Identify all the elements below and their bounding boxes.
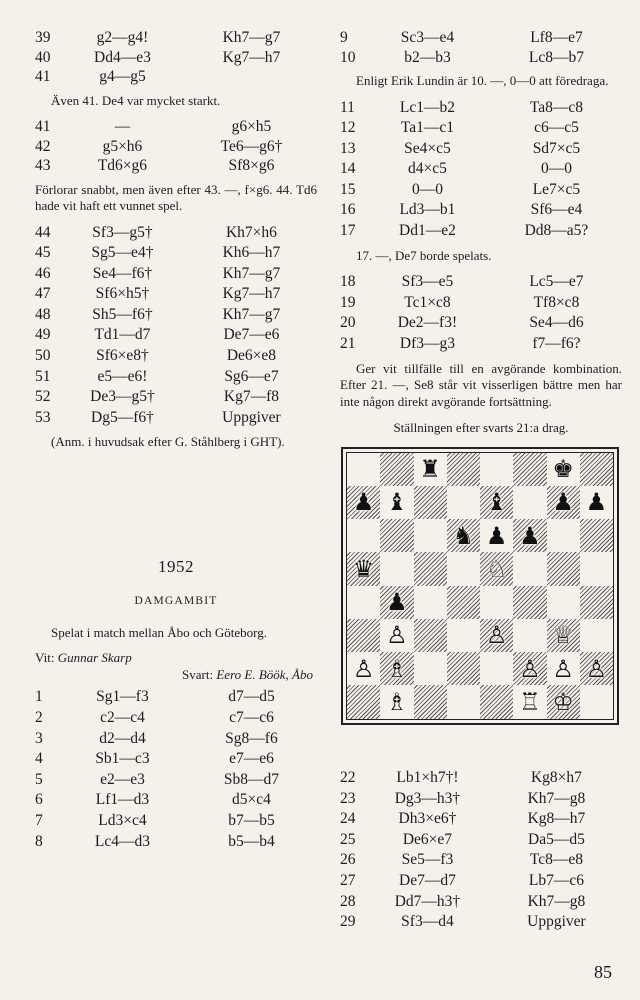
chess-piece-icon: ♛: [352, 554, 375, 583]
white-move: b2—b3: [404, 48, 451, 66]
black-move: De7—e6: [223, 326, 280, 344]
white-move: Df3—g3: [399, 334, 455, 352]
black-move: Da5—d5: [528, 830, 585, 848]
white-label: Vit:: [35, 650, 55, 666]
white-move: g5×h6: [102, 137, 143, 155]
square-g1: [547, 685, 580, 718]
square-h4: [580, 586, 613, 619]
move-number: 12: [340, 119, 356, 137]
move-number: 17: [340, 222, 356, 240]
move-number: 25: [340, 830, 356, 848]
black-move: c7—c6: [229, 709, 274, 727]
white-move: Se4—f6†: [92, 264, 153, 282]
white-move: De3—g5†: [90, 388, 155, 406]
opening-title: DAMGAMBIT: [134, 594, 218, 607]
black-move: Lb7—c6: [528, 871, 584, 889]
move-row: [340, 48, 622, 68]
square-e6: [480, 519, 513, 552]
white-move: Ld3×c4: [98, 812, 147, 829]
move-number: 42: [35, 137, 51, 155]
black-move: Kh7—g8: [527, 892, 586, 910]
square-b1: [380, 685, 413, 718]
white-move: Se4×c5: [404, 139, 451, 157]
move-number: 6: [35, 791, 43, 809]
move-row: [340, 334, 622, 355]
move-number: 53: [35, 408, 51, 426]
square-h3: [580, 619, 613, 652]
move-row: [35, 811, 317, 832]
move-number: 46: [35, 264, 51, 282]
black-move: Kh7—g8: [527, 789, 586, 807]
black-move: De6×e8: [226, 347, 277, 365]
square-a4: [347, 586, 380, 619]
square-b3: [380, 619, 413, 652]
chess-piece-icon: ♝: [485, 488, 508, 517]
move-number: 51: [35, 367, 51, 385]
move-row: [340, 313, 622, 334]
move-row: [35, 48, 317, 68]
move-row: [340, 28, 622, 48]
move-number: 24: [340, 810, 356, 828]
chess-piece-icon: ♙: [485, 621, 508, 650]
square-c4: [414, 586, 447, 619]
move-row: [340, 118, 622, 139]
chess-piece-icon: ♙: [552, 654, 574, 683]
black-player: Eero E. Böök, Åbo: [216, 667, 313, 683]
black-move: Uppgiver: [527, 913, 586, 931]
square-g3: [547, 619, 580, 652]
white-move: Lc4—d3: [94, 832, 150, 850]
move-row: [35, 137, 317, 157]
moves-39-41: [35, 28, 317, 87]
move-number: 23: [340, 789, 356, 807]
moves-9-10: [340, 28, 622, 67]
move-row: [35, 729, 317, 750]
chess-piece-icon: ♟: [386, 588, 408, 617]
white-move: Sh5—f6†: [92, 305, 153, 323]
move-number: 26: [340, 851, 356, 869]
match-note: Spelat i match mellan Åbo och Göteborg.: [51, 624, 268, 640]
black-move: Lf8—e7: [530, 29, 583, 46]
moves-22-29: [340, 768, 622, 933]
square-e7: [480, 486, 513, 519]
move-row: [35, 387, 317, 408]
square-h7: [580, 486, 613, 519]
move-number: 45: [35, 244, 51, 262]
move-number: 19: [340, 293, 356, 311]
move-number: 3: [35, 729, 43, 747]
white-move: Ld3—b1: [399, 201, 456, 219]
square-c3: [414, 619, 447, 652]
square-f1: [513, 685, 546, 718]
black-move: Kg7—h7: [222, 285, 281, 303]
move-number: 4: [35, 750, 43, 768]
chess-piece-icon: ♙: [585, 654, 608, 683]
move-row: [340, 272, 622, 293]
move-number: 43: [35, 157, 51, 174]
annotation-21: Ger vit tillfälle till en avgörande kombination. Efter 21. —, Se8 står vit visserligen bättre men har inte någon direkt avgörande fortsättning.: [340, 360, 622, 409]
annotation-source: (Anm. i huvudsak efter G. Ståhlberg i GHT).: [51, 434, 285, 450]
move-number: 47: [35, 285, 51, 303]
chess-piece-icon: ♙: [352, 654, 375, 683]
chess-diagram: [341, 447, 619, 725]
black-move: Kh7×h6: [225, 223, 277, 241]
square-e3: [480, 619, 513, 652]
move-row: [340, 139, 622, 160]
move-row: [35, 305, 317, 326]
moves-44-53: [35, 223, 317, 429]
square-f8: [513, 453, 546, 486]
move-number: 13: [340, 139, 356, 157]
move-row: [35, 264, 317, 285]
white-move: Dg3—h3†: [394, 789, 461, 807]
chess-piece-icon: ♜: [419, 455, 441, 484]
white-move: Dd1—e2: [399, 222, 456, 240]
move-row: [340, 200, 622, 221]
white-move: Tc1×c8: [404, 293, 451, 311]
move-row: [35, 67, 317, 87]
move-number: 28: [340, 892, 356, 910]
square-g2: [547, 652, 580, 685]
move-row: [340, 159, 622, 180]
diagram-caption: Ställningen efter svarts 21:a drag.: [393, 420, 569, 436]
square-e1: [480, 685, 513, 718]
move-row: [340, 293, 622, 314]
move-number: 5: [35, 770, 43, 788]
move-number: 21: [340, 334, 356, 352]
move-number: 40: [35, 48, 51, 66]
square-b2: [380, 652, 413, 685]
square-e8: [480, 453, 513, 486]
white-move: Dd4—e3: [94, 48, 151, 66]
move-number: 41: [35, 118, 51, 135]
black-move: d7—d5: [228, 688, 275, 706]
move-number: 20: [340, 314, 356, 332]
white-move: d2—d4: [99, 729, 146, 747]
move-row: [340, 892, 622, 913]
move-row: [340, 768, 622, 789]
white-move: c2—c4: [100, 709, 145, 727]
square-h5: [580, 552, 613, 585]
square-g8: [547, 453, 580, 486]
black-move: Sf8×g6: [228, 157, 275, 174]
annotation-41: Även 41. De4 var mycket starkt.: [51, 92, 221, 108]
square-g7: [547, 486, 580, 519]
right-column: [340, 28, 622, 729]
square-d6: [447, 519, 480, 552]
black-move: d5×c4: [232, 791, 271, 809]
move-number: 9: [340, 29, 348, 46]
square-h8: [580, 453, 613, 486]
white-move: e5—e6!: [97, 367, 148, 385]
move-number: 15: [340, 180, 356, 198]
black-move: Kh7—g7: [222, 264, 281, 282]
black-move: Lc5—e7: [529, 273, 584, 291]
black-move: Kh6—h7: [222, 244, 281, 262]
square-g6: [547, 519, 580, 552]
move-row: [35, 749, 317, 770]
square-f3: [513, 619, 546, 652]
square-h1: [580, 685, 613, 718]
annotation-17: 17. —, De7 borde spelats.: [356, 247, 492, 263]
chess-board: [346, 452, 614, 720]
square-e5: [480, 552, 513, 585]
square-h6: [580, 519, 613, 552]
move-number: 52: [35, 388, 51, 406]
players-info: [35, 649, 317, 683]
black-label: Svart:: [182, 667, 214, 683]
chess-piece-icon: ♟: [519, 521, 541, 550]
black-move: Sd7×c5: [532, 139, 581, 157]
move-row: [35, 284, 317, 305]
white-player-line: [35, 649, 317, 666]
move-number: 10: [340, 48, 356, 66]
move-number: 27: [340, 871, 356, 889]
white-move: Sf3—e5: [401, 273, 454, 291]
white-move: Dg5—f6†: [91, 408, 154, 426]
move-number: 49: [35, 326, 51, 344]
black-move: Sf6—e4: [530, 201, 583, 219]
square-g4: [547, 586, 580, 619]
black-move: Kg8—h7: [527, 810, 586, 828]
move-row: [35, 223, 317, 244]
chess-piece-icon: ♙: [386, 621, 408, 650]
black-move: Kh7—g7: [222, 305, 281, 323]
black-move: Sb8—d7: [223, 770, 279, 788]
chess-piece-icon: ♟: [552, 488, 574, 517]
black-move: [186, 67, 317, 87]
move-number: 41: [35, 68, 51, 85]
move-row: [340, 221, 622, 242]
black-move: Sg6—e7: [224, 367, 279, 385]
square-a2: [347, 652, 380, 685]
move-number: 7: [35, 812, 43, 829]
black-move: Kg7—h7: [222, 48, 281, 66]
black-move: Sg8—f6: [225, 729, 278, 747]
move-row: [35, 346, 317, 367]
white-move: Lc1—b2: [399, 98, 455, 116]
black-move: b7—b5: [228, 812, 275, 829]
square-d4: [447, 586, 480, 619]
square-c2: [414, 652, 447, 685]
moves-1-8: [35, 687, 317, 852]
square-g5: [547, 552, 580, 585]
white-move: Sf3—d4: [401, 913, 454, 931]
white-player: Gunnar Skarp: [57, 650, 132, 666]
white-move: Ta1—c1: [400, 119, 455, 137]
square-f4: [513, 586, 546, 619]
black-move: g6×h5: [231, 118, 272, 135]
white-move: Sf3—g5†: [92, 223, 153, 241]
move-row: [35, 325, 317, 346]
square-c5: [414, 552, 447, 585]
white-move: De7—d7: [399, 871, 456, 889]
move-number: 22: [340, 769, 356, 786]
black-move: Kh7—g7: [222, 29, 281, 46]
move-number: 14: [340, 160, 356, 178]
chess-piece-icon: ♙: [519, 654, 541, 683]
white-move: Td6×g6: [97, 157, 148, 174]
annotation-43: Förlorar snabbt, men även efter 43. —, f×g6. 44. Td6 hade vit haft ett vunnet spel.: [35, 181, 317, 213]
moves-22-29-wrap: [340, 768, 622, 933]
left-column: [35, 28, 317, 852]
moves-18-21: [340, 272, 622, 354]
square-a7: [347, 486, 380, 519]
square-e4: [480, 586, 513, 619]
square-f2: [513, 652, 546, 685]
chess-piece-icon: ♔: [552, 687, 574, 716]
square-b6: [380, 519, 413, 552]
square-e2: [480, 652, 513, 685]
black-player-line: [35, 666, 317, 683]
move-row: [35, 243, 317, 264]
black-move: Tc8—e8: [529, 851, 584, 869]
move-row: [340, 912, 622, 933]
square-f5: [513, 552, 546, 585]
white-move: De2—f3!: [397, 314, 458, 332]
move-row: [35, 832, 317, 853]
square-d5: [447, 552, 480, 585]
square-f7: [513, 486, 546, 519]
chess-piece-icon: ♚: [552, 455, 574, 484]
black-move: Te6—g6†: [220, 137, 283, 155]
move-row: [35, 28, 317, 48]
white-move: —: [114, 118, 131, 135]
chess-piece-icon: ♖: [519, 687, 541, 716]
move-row: [35, 156, 317, 176]
white-move: Sb1—c3: [95, 750, 150, 768]
black-move: Ta8—c8: [529, 98, 584, 116]
square-f6: [513, 519, 546, 552]
white-move: Sf6×e8†: [96, 347, 149, 365]
move-row: [35, 790, 317, 811]
square-b7: [380, 486, 413, 519]
square-a5: [347, 552, 380, 585]
square-a8: [347, 453, 380, 486]
square-d8: [447, 453, 480, 486]
white-move: Sg1—f3: [96, 688, 149, 706]
game-year: 1952: [158, 556, 194, 576]
move-number: 18: [340, 273, 356, 291]
white-move: Lb1×h7†!: [396, 769, 459, 786]
white-move: Td1—d7: [94, 326, 151, 344]
move-row: [35, 408, 317, 429]
square-c6: [414, 519, 447, 552]
square-d1: [447, 685, 480, 718]
black-move: e7—e6: [229, 750, 274, 768]
move-number: 39: [35, 29, 51, 46]
chess-piece-icon: ♟: [352, 488, 375, 517]
chess-piece-icon: ♟: [585, 488, 608, 517]
page-number: 85: [594, 962, 612, 982]
annotation-10: Enligt Erik Lundin är 10. —, 0—0 att föredraga.: [356, 73, 609, 88]
move-number: 44: [35, 223, 51, 241]
white-move: e2—e3: [100, 770, 145, 788]
black-move: Se4—d6: [529, 314, 584, 332]
move-row: [340, 789, 622, 810]
move-row: [340, 830, 622, 851]
move-number: 16: [340, 201, 356, 219]
white-move: Sc3—e4: [400, 29, 455, 46]
chess-piece-icon: ♕: [552, 621, 574, 650]
square-b8: [380, 453, 413, 486]
square-d7: [447, 486, 480, 519]
chess-piece-icon: ♘: [485, 554, 508, 583]
white-move: Sg5—e4†: [91, 244, 154, 262]
white-move: g2—g4!: [96, 29, 149, 46]
black-move: Lc8—b7: [528, 48, 584, 66]
square-c1: [414, 685, 447, 718]
move-row: [340, 180, 622, 201]
move-row: [35, 117, 317, 137]
black-move: b5—b4: [228, 832, 275, 850]
white-move: Dd7—h3†: [394, 892, 461, 910]
move-row: [340, 850, 622, 871]
black-move: c6—c5: [534, 119, 579, 137]
black-move: Dd8—a5?: [524, 222, 589, 240]
white-move: Sf6×h5†: [95, 285, 150, 303]
move-row: [340, 871, 622, 892]
square-d2: [447, 652, 480, 685]
move-row: [35, 687, 317, 708]
white-move: Lf1—d3: [95, 791, 150, 809]
square-c7: [414, 486, 447, 519]
chess-piece-icon: ♗: [386, 654, 408, 683]
white-move: g4—g5: [99, 68, 146, 85]
move-row: [340, 98, 622, 119]
square-b4: [380, 586, 413, 619]
move-row: [35, 708, 317, 729]
chess-piece-icon: ♞: [452, 521, 475, 550]
square-a6: [347, 519, 380, 552]
chess-piece-icon: ♝: [386, 488, 408, 517]
move-number: 8: [35, 832, 43, 850]
chess-piece-icon: ♟: [485, 521, 508, 550]
black-move: Le7×c5: [532, 180, 581, 198]
move-number: 1: [35, 688, 43, 706]
black-move: Uppgiver: [222, 408, 281, 426]
black-move: 0—0: [540, 160, 572, 178]
square-a3: [347, 619, 380, 652]
square-a1: [347, 685, 380, 718]
move-row: [35, 770, 317, 791]
square-h2: [580, 652, 613, 685]
move-number: 50: [35, 347, 51, 365]
black-move: f7—f6?: [532, 334, 581, 352]
move-row: [35, 367, 317, 388]
square-d3: [447, 619, 480, 652]
white-move: d4×c5: [408, 160, 447, 178]
move-number: 48: [35, 305, 51, 323]
move-row: [340, 809, 622, 830]
square-b5: [380, 552, 413, 585]
white-move: Dh3×e6†: [398, 810, 457, 828]
square-c8: [414, 453, 447, 486]
white-move: 0—0: [411, 180, 443, 198]
chess-piece-icon: ♗: [386, 687, 408, 716]
white-move: De6×e7: [402, 830, 453, 848]
moves-41-43: [35, 117, 317, 176]
black-move: Kg8×h7: [530, 769, 582, 786]
move-number: 11: [340, 98, 355, 116]
move-number: 29: [340, 913, 356, 931]
moves-11-17: [340, 98, 622, 242]
move-number: 2: [35, 709, 43, 727]
black-move: Tf8×c8: [533, 293, 580, 311]
black-move: Kg7—f8: [223, 388, 279, 406]
white-move: Se5—f3: [401, 851, 454, 869]
